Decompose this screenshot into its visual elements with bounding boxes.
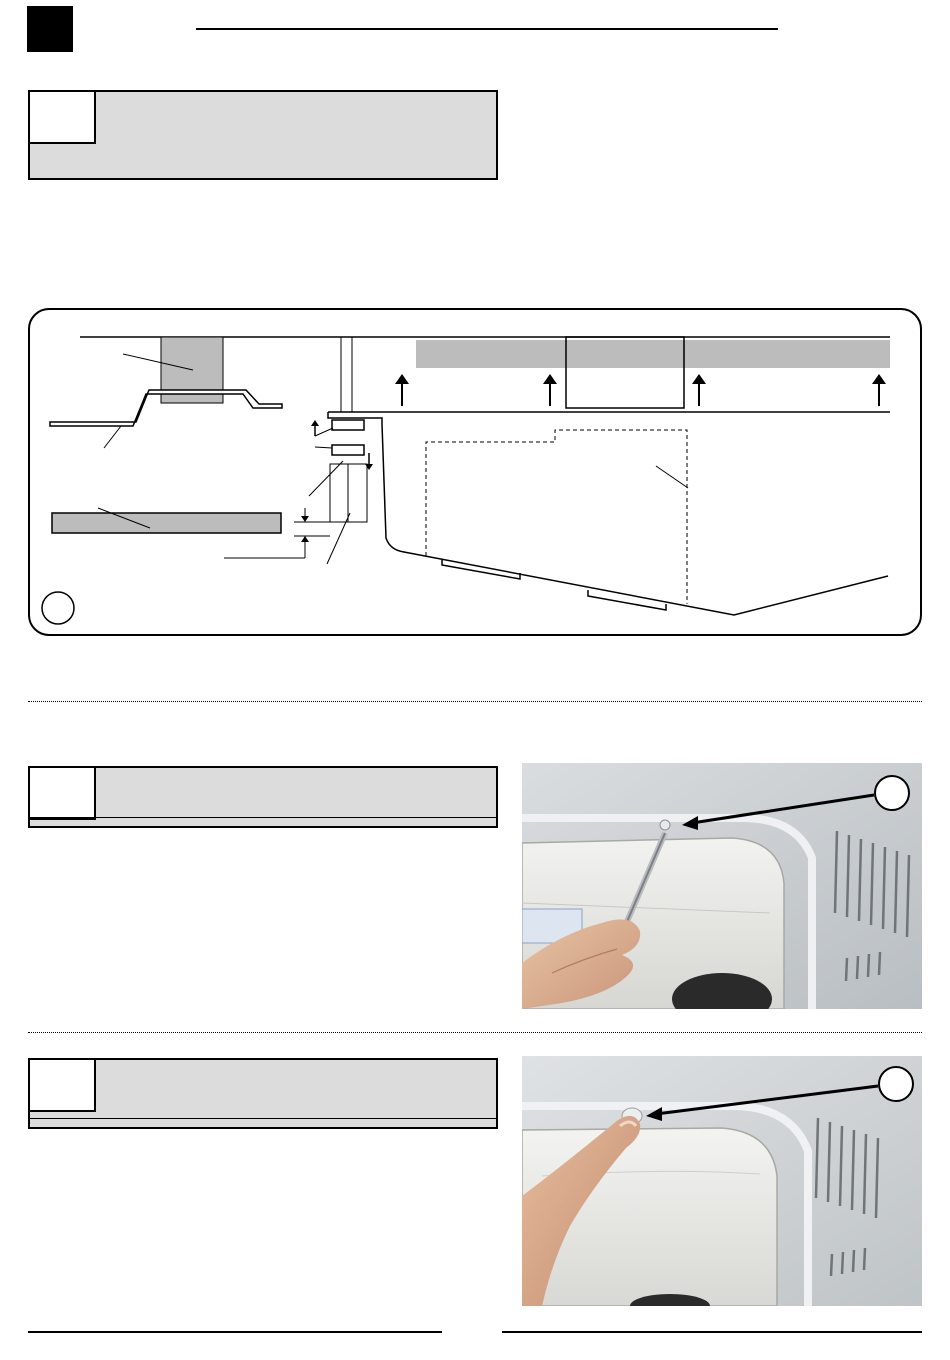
step-2-number-box bbox=[30, 768, 96, 820]
nut-lower bbox=[332, 445, 364, 455]
footer-rule-left bbox=[28, 1331, 442, 1333]
footer-rule-right bbox=[502, 1331, 922, 1333]
section-marker-block bbox=[27, 6, 73, 52]
step-1-number-box bbox=[30, 92, 96, 144]
installation-diagram bbox=[28, 308, 922, 636]
photo-2-callout-circle bbox=[879, 1067, 913, 1101]
step-2-bottom-band bbox=[30, 817, 496, 826]
step-1-panel bbox=[28, 90, 498, 180]
nut-upper bbox=[332, 420, 364, 430]
section-divider bbox=[28, 701, 922, 702]
step-3-bottom-band bbox=[30, 1118, 496, 1127]
photo-1-callout-circle bbox=[875, 776, 909, 810]
shelf-panel bbox=[416, 340, 890, 368]
floor-plate bbox=[52, 513, 281, 533]
header-rule bbox=[196, 28, 778, 30]
figure-label-circle bbox=[42, 592, 74, 624]
photo-screwdriver bbox=[522, 763, 922, 1009]
photo-finger bbox=[522, 1056, 922, 1306]
step-3-panel bbox=[28, 1058, 498, 1129]
section-divider-2 bbox=[28, 1032, 922, 1033]
step-3-number-box bbox=[30, 1060, 96, 1112]
step-2-panel bbox=[28, 766, 498, 828]
